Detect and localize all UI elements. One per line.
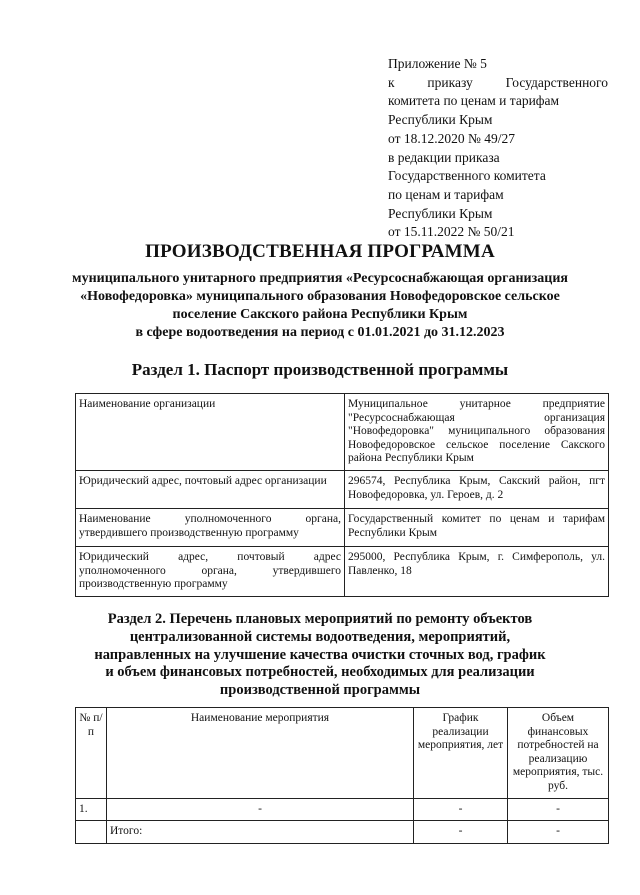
table-row <box>76 470 609 508</box>
appendix-line: в редакции приказа <box>388 149 500 165</box>
table-total-row <box>76 821 609 844</box>
appendix-block <box>388 55 608 242</box>
appendix-word: к <box>388 74 395 90</box>
section1-title: Раздел 1. Паспорт производственной программы <box>131 360 509 379</box>
appendix-word: Государственного <box>505 74 608 90</box>
appendix-word: приказу <box>427 74 473 90</box>
appendix-line: Республики Крым <box>388 205 493 221</box>
appendix-line: от 18.12.2020 № 49/27 <box>388 130 515 146</box>
table-header-row <box>76 708 609 799</box>
subtitle-line: поселение Сакского района Республики Крым <box>172 307 468 322</box>
passport-value: Государственный комитет по ценам и тарифам Республики Крым <box>345 508 609 546</box>
plan-table <box>75 707 609 844</box>
passport-value: 295000, Республика Крым, г. Симферополь, ул. Павленко, 18 <box>345 546 609 596</box>
appendix-line: по ценам и тарифам <box>388 186 504 202</box>
row-schedule: - <box>414 798 508 821</box>
total-label: Итого: <box>107 821 414 844</box>
passport-label: Юридический адрес, почтовый адрес организации <box>76 470 345 508</box>
appendix-line: от 15.11.2022 № 50/21 <box>388 224 515 240</box>
total-num <box>76 821 107 844</box>
passport-label: Наименование организации <box>76 394 345 471</box>
passport-value: Муниципальное унитарное предприятие "Ресурсоснабжающая организация "Новофедоровка" муниципального образования Новофедоровское сельское поселение Сакского района Республики Крым <box>345 394 609 471</box>
row-num: 1. <box>76 798 107 821</box>
passport-value: 296574, Республика Крым, Сакский район, пгт Новофедоровка, ул. Героев, д. 2 <box>345 470 609 508</box>
appendix-line: Республики Крым <box>388 112 493 128</box>
section2-title-line: производственной программы <box>219 682 421 699</box>
header-amount: Объем финансовых потребностей на реализацию мероприятия, тыс. руб. <box>508 708 609 799</box>
appendix-line: Государственного комитета <box>388 168 546 184</box>
total-amount: - <box>508 821 609 844</box>
header-name: Наименование мероприятия <box>107 708 414 799</box>
section2-title-line: направленных на улучшение качества очистки сточных вод, график <box>94 646 546 663</box>
subtitle-line: «Новофедоровка» муниципального образования Новофедоровское сельское <box>80 289 560 304</box>
appendix-line-justified <box>388 74 608 93</box>
header-schedule: График реализации мероприятия, лет <box>414 708 508 799</box>
section2-title-line: и объем финансовых потребностей, необходимых для реализации <box>105 664 535 681</box>
table-row <box>76 546 609 596</box>
header-num: № п/п <box>76 708 107 799</box>
appendix-line: комитета по ценам и тарифам <box>388 93 560 109</box>
section2-title-line: централизованной системы водоотведения, мероприятий, <box>129 628 511 645</box>
section2-title-line: Раздел 2. Перечень плановых мероприятий по ремонту объектов <box>107 611 533 627</box>
passport-label: Наименование уполномоченного органа, утвердившего производственную программу <box>76 508 345 546</box>
table-row <box>76 508 609 546</box>
document-subtitle <box>60 270 580 342</box>
row-name: - <box>107 798 414 821</box>
section2-title <box>90 611 550 700</box>
document-title: ПРОИЗВОДСТВЕННАЯ ПРОГРАММА <box>145 241 495 262</box>
passport-table <box>75 393 609 597</box>
passport-label: Юридический адрес, почтовый адрес уполномоченного органа, утвердившего производственную программу <box>76 546 345 596</box>
row-amount: - <box>508 798 609 821</box>
appendix-line: Приложение № 5 <box>388 56 487 71</box>
table-row <box>76 798 609 821</box>
total-schedule: - <box>414 821 508 844</box>
table-row <box>76 394 609 471</box>
subtitle-line: в сфере водоотведения на период с 01.01.2021 до 31.12.2023 <box>135 325 505 340</box>
subtitle-line: муниципального унитарного предприятия «Ресурсоснабжающая организация <box>72 271 568 286</box>
